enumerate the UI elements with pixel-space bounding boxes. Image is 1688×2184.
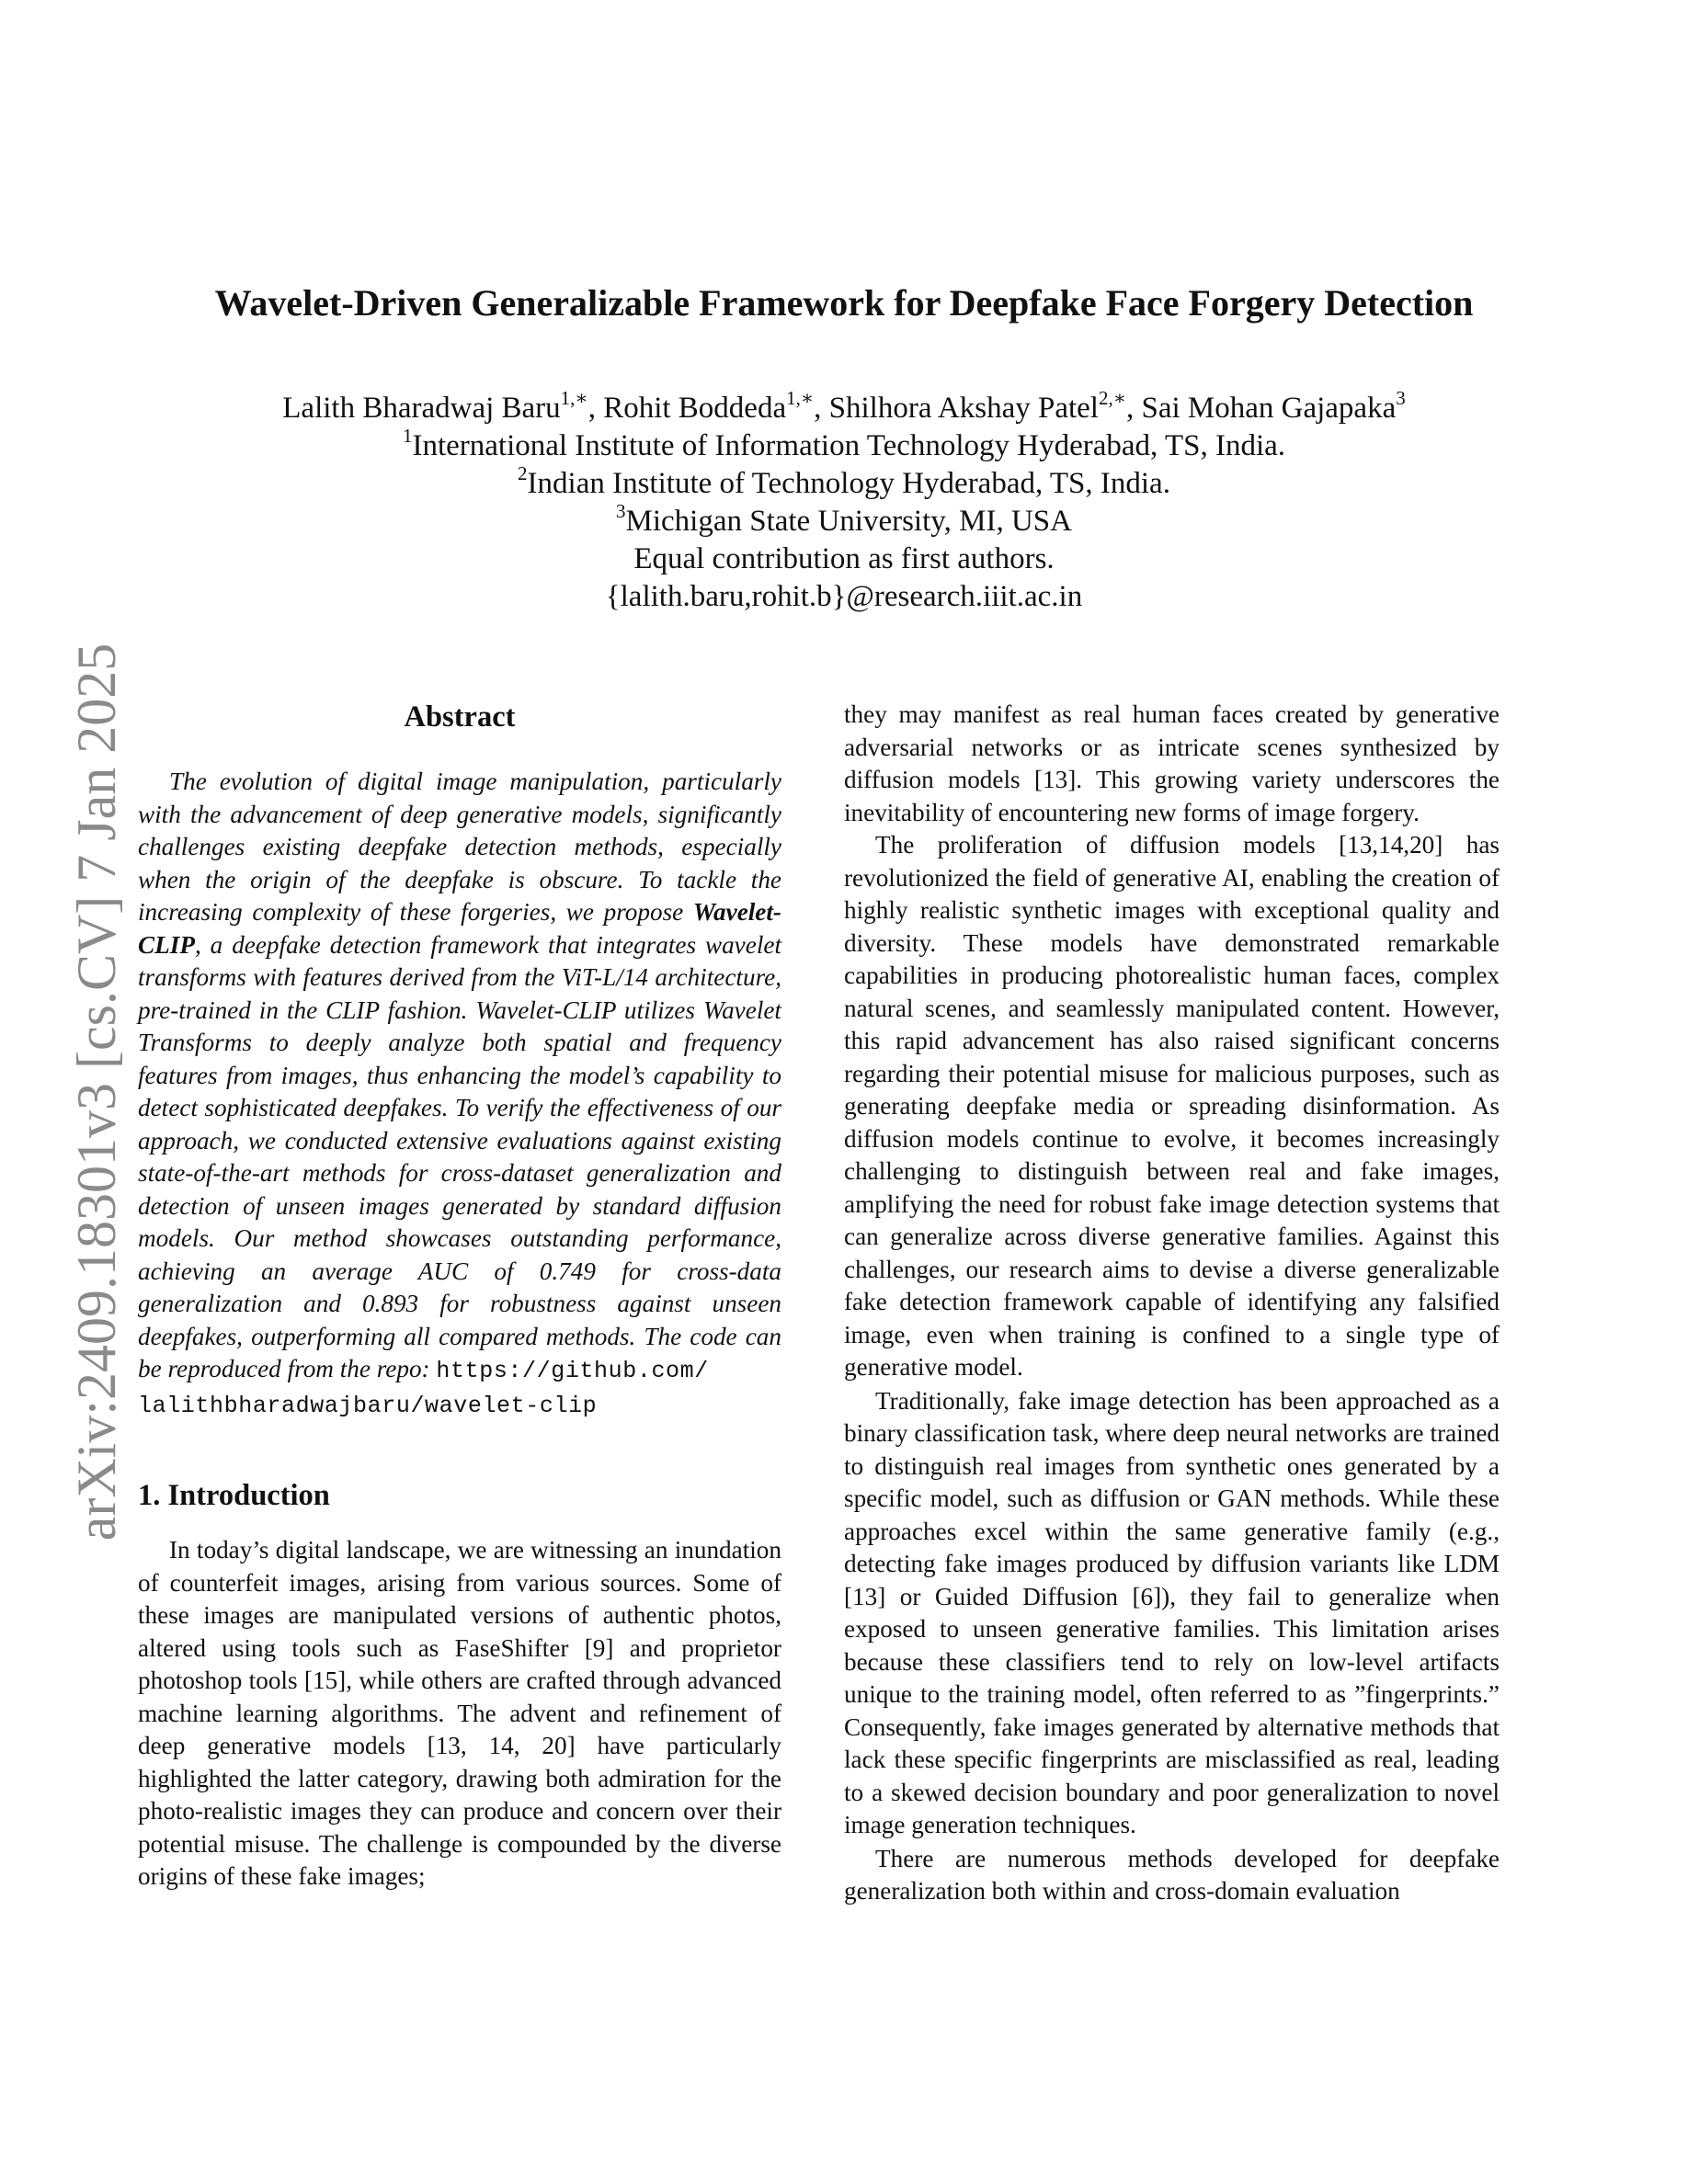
author-block xyxy=(138,387,1550,616)
author-name: Lalith Bharadwaj Baru xyxy=(282,392,561,425)
framework-name: Wavelet-CLIP xyxy=(138,898,781,959)
equal-contribution-note: Equal contribution as first authors. xyxy=(633,542,1055,575)
author-separator: , xyxy=(814,392,829,425)
author-mark: 1,∗ xyxy=(786,387,815,409)
section-heading-introduction: 1. Introduction xyxy=(138,1479,330,1512)
author-mark: 1,∗ xyxy=(560,387,588,409)
affiliation-line xyxy=(138,500,1550,540)
repo-link[interactable]: lalithbharadwajbaru/wavelet-clip xyxy=(138,1392,598,1419)
affiliation-text: Michigan State University, MI, USA xyxy=(625,505,1072,538)
author-name: Sai Mohan Gajapaka xyxy=(1141,392,1397,425)
affiliation-mark: 3 xyxy=(616,500,626,522)
affiliation-text: Indian Institute of Technology Hyderabad, TS, India. xyxy=(527,467,1170,500)
abstract-body xyxy=(138,766,781,1422)
author-mark: 2,∗ xyxy=(1098,387,1126,409)
intro-paragraph: In today’s digital landscape, we are witnessing an inundation of counterfeit images, arising from various sources. Some of these images are manipulated versions of authentic photos, altered using tools such as FaseShifter [9] and proprietor photoshop tools [15], while others are crafted through advanced machine learning algorithms. The advent and refinement of deep generative models [13, 14, 20] have particularly highlighted the latter category, drawing both admiration for the photo-realistic images they can produce and concern over their potential misuse. The challenge is compounded by the diverse origins of these fake images; xyxy=(138,1536,781,1890)
abstract-text: The evolution of digital image manipulation, particularly with the advancement of deep generative models, significantly challenges existing deepfake detection methods, especially when the origin of the deepfake is obscure. To tackle the increasing complexity of these forgeries, we propose xyxy=(138,768,781,926)
repo-link[interactable]: https://github.com/ xyxy=(436,1358,709,1384)
author-name: Shilhora Akshay Patel xyxy=(828,392,1099,425)
author-list xyxy=(138,387,1550,427)
affiliation-mark: 2 xyxy=(518,462,528,484)
left-column xyxy=(138,699,781,1894)
abstract-text: , a deepfake detection framework that integrates wavelet transforms with features derived from the ViT-L/14 architecture, pre-trained in the CLIP fashion. Wavelet-CLIP utilizes Wavelet Transforms to deeply analyze both spatial and frequency features from images, thus enhancing the model’s capability to detect sophisticated deepfakes. To verify the effectiveness of our approach, we conducted extensive evaluations against existing state-of-the-art methods for cross-dataset generalization and detection of unseen images generated by standard diffusion models. Our method showcases outstanding performance, achieving an average AUC of 0.749 for cross-data generalization and 0.893 for robustness against unseen deepfakes, outperforming all compared methods. The code can be reproduced from the repo: xyxy=(138,930,781,1382)
author-email: {lalith.baru,rohit.b}@research.iiit.ac.in xyxy=(605,580,1083,613)
affiliation-text: International Institute of Information Technology Hyderabad, TS, India. xyxy=(412,429,1286,462)
affiliation-mark: 1 xyxy=(402,425,413,447)
right-column xyxy=(844,699,1500,1908)
intro-paragraph: Traditionally, fake image detection has been approached as a binary classification task, where deep neural networks are trained to distinguish real images from synthetic ones generated by a specific model, such as diffusion or GAN methods. While these approaches excel within the same generative family (e.g., detecting fake images produced by diffusion variants like LDM [13] or Guided Diffusion [6]), they fail to generalize when exposed to unseen generative families. This limitation arises because these classifiers tend to rely on low-level artifacts unique to the training model, often referred to as ”fingerprints.” Consequently, fake images generated by alternative methods that lack these specific fingerprints are misclassified as real, leading to a skewed decision boundary and poor generalization to novel image generation techniques. xyxy=(844,1386,1500,1838)
intro-paragraph: The proliferation of diffusion models [13,14,20] has revolutionized the field of generative AI, enabling the creation of highly realistic synthetic images with exceptional quality and diversity. These models have demonstrated remarkable capabilities in producing photorealistic human faces, complex natural scenes, and seamlessly manipulated content. However, this rapid advancement has also raised significant concerns regarding their potential misuse for malicious purposes, such as generating deepfake media or spreading disinformation. As diffusion models continue to evolve, it becomes increasingly challenging to distinguish between real and fake images, amplifying the need for robust fake image detection systems that can generalize across diverse generative families. Against this challenges, our research aims to devise a diverse generalizable fake detection framework capable of identifying any falsified image, even when training is confined to a single type of generative model. xyxy=(844,831,1500,1381)
arxiv-identifier: arXiv:2409.18301v3 [cs.CV] 7 Jan 2025 xyxy=(66,643,127,1541)
abstract-heading: Abstract xyxy=(404,700,516,734)
affiliation-line xyxy=(138,427,1550,465)
author-name: Rohit Boddeda xyxy=(603,392,787,425)
author-separator: , xyxy=(1125,392,1142,425)
author-mark: 3 xyxy=(1396,387,1406,409)
author-separator: , xyxy=(587,392,604,425)
affiliation-line xyxy=(138,462,1550,503)
intro-paragraph: There are numerous methods developed for deepfake generalization both within and cross-domain evaluation xyxy=(844,1844,1500,1905)
intro-paragraph-continued: they may manifest as real human faces created by generative adversarial networks or as intricate scenes synthesized by diffusion models [13]. This growing variety underscores the inevitability of encountering new forms of image forgery. xyxy=(844,700,1500,826)
paper-title: Wavelet-Driven Generalizable Framework for Deepfake Face Forgery Detection xyxy=(214,282,1474,324)
